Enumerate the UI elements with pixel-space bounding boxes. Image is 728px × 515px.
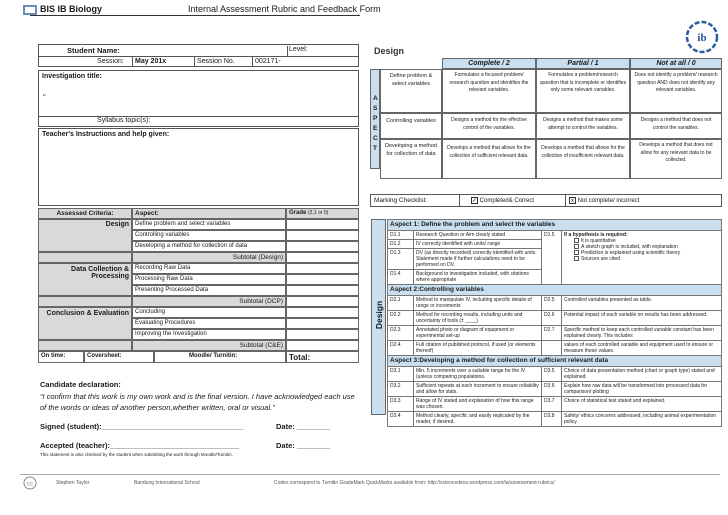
checkbox-icon[interactable] bbox=[574, 238, 579, 243]
code-cell: D1.2 bbox=[388, 240, 414, 249]
grade-label: Grade bbox=[289, 210, 307, 216]
aspect3-heading: Aspect 3:Developing a method for collection of sufficient relevant data bbox=[388, 356, 722, 367]
subtotal-dcp-cell[interactable] bbox=[286, 296, 359, 307]
checklist-item[interactable]: DV (as directly recorded) correctly identified with units. Statement made if further calculations need to be performed on DV. bbox=[414, 249, 542, 270]
dcp-aspect-2: Processing Raw Data bbox=[132, 274, 286, 285]
footer-codes[interactable]: Codes correspond to Turnitin GradeMark QuickMarks available from: http://sciencedeos.wordpress.com/ia/assessment-rubrics/ bbox=[274, 480, 555, 486]
total-label[interactable]: Total: bbox=[286, 351, 359, 363]
design-heading: Design bbox=[374, 46, 405, 56]
dcp-label: Data Collection & Processing bbox=[38, 263, 132, 296]
checklist-item[interactable]: Full citation of published protocol, if used (or elements thereof) bbox=[414, 341, 542, 356]
subtotal-dcp-label: Subtotal (DCP) bbox=[132, 296, 286, 307]
rubric-complete-2: Designs a method for the effective control of the variables. bbox=[442, 113, 536, 139]
session-no-label: Session No. bbox=[197, 58, 235, 65]
date-student[interactable]: Date: ________ bbox=[276, 422, 331, 431]
declaration-note: This statement is also checked by the student when submitting the work through Moodle/Turnitin. bbox=[40, 452, 233, 457]
checklist-item[interactable]: IV correctly identified with units/ range bbox=[414, 240, 542, 249]
code-cell: D2.5 bbox=[542, 296, 562, 311]
student-name-label: Student Name: bbox=[67, 46, 120, 55]
design-aspect-3: Developing a method for collection of data bbox=[132, 241, 286, 252]
date-teacher[interactable]: Date: ________ bbox=[276, 441, 331, 450]
code-cell: D1.1 bbox=[388, 231, 414, 240]
declaration-text: “I confirm that this work is my own work and is the final version. I have acknowledged each use of the words or ideas of another person,whether written, oral or visual.” bbox=[40, 392, 355, 412]
grade-cell[interactable] bbox=[286, 230, 359, 241]
grade-cell[interactable] bbox=[286, 263, 359, 274]
hypothesis-item: Sources are cited bbox=[581, 256, 620, 262]
checkbox-icon[interactable] bbox=[574, 244, 579, 249]
subtotal-ce-cell[interactable] bbox=[286, 340, 359, 351]
aspect-label: Aspect: bbox=[132, 208, 286, 219]
rubric-aspect-1: Define problem & select variables bbox=[380, 69, 442, 113]
grade-cell[interactable] bbox=[286, 307, 359, 318]
rubric-partial-1: Formulates a problem/research question that is incomplete or identifies only some relevant variables. bbox=[536, 69, 630, 113]
aspect-side-letters: ASPECT bbox=[370, 69, 380, 169]
checklist-item[interactable]: Research Question or Aim clearly stated bbox=[414, 231, 542, 240]
code-cell: D2.3 bbox=[388, 326, 414, 341]
footer-school: Bandung International School bbox=[134, 480, 200, 486]
checklist-item[interactable]: Annotated photo or diagram of equipment or experimental set-up bbox=[414, 326, 542, 341]
grade-cell[interactable] bbox=[286, 274, 359, 285]
rubric-partial-3: Develops a method that allows for the collection of insufficient relevant data. bbox=[536, 139, 630, 179]
completed-label: Completed& Correct bbox=[479, 198, 535, 205]
checkbox-icon[interactable] bbox=[574, 250, 579, 255]
rubric-none-2: Designs a method that does not control the variables. bbox=[630, 113, 722, 139]
code-cell: D2.7 bbox=[542, 326, 562, 341]
code-cell: D3.1 bbox=[388, 367, 414, 382]
checklist-item[interactable]: Range of IV stated and explanation of how this range was chosen. bbox=[414, 397, 542, 412]
criteria-table bbox=[38, 208, 359, 363]
hypothesis-item: Prediction is explained using scientific theory bbox=[581, 250, 681, 256]
checklist-item[interactable]: Controlled variables presented as table. bbox=[562, 296, 722, 311]
code-cell: D2.1 bbox=[388, 296, 414, 311]
declaration-label: Candidate declaration: bbox=[40, 380, 121, 389]
ce-label: Conclusion & Evaluation bbox=[38, 307, 132, 340]
checklist-item[interactable]: Choice of statistical test stated and explained. bbox=[562, 397, 722, 412]
checklist-item[interactable]: Safety/ ethics concerns addressed, including animal experimentation policy. bbox=[562, 412, 722, 427]
cross-icon: x bbox=[571, 198, 574, 204]
rubric-complete-1: Formulates a focused problem/ research question and identifies the relevant variables. bbox=[442, 69, 536, 113]
cc-icon bbox=[22, 476, 38, 490]
accepted-teacher[interactable]: Accepted (teacher):_______________________________ bbox=[40, 441, 240, 450]
code-cell: D1.3 bbox=[388, 249, 414, 270]
footer-author: Stephen Taylor bbox=[56, 480, 90, 486]
subtotal-design-cell[interactable] bbox=[286, 252, 359, 263]
marking-checklist bbox=[370, 194, 722, 207]
header-title: BIS IB Biology bbox=[40, 4, 103, 14]
checklist-item[interactable]: Method for recording results, including units and uncertainty of tools (± ____) bbox=[414, 311, 542, 326]
hypothesis-list[interactable] bbox=[562, 231, 722, 285]
teacher-instructions[interactable] bbox=[38, 128, 359, 206]
session-value[interactable]: May 201x bbox=[135, 58, 167, 65]
checklist-item[interactable]: Choice of data presentation method (chart or graph type) stated and explained. bbox=[562, 367, 722, 382]
hypothesis-title: If a hypothesis is required: bbox=[564, 232, 628, 238]
ce-aspect-2: Evaluating Procedures bbox=[132, 318, 286, 329]
footer-rule bbox=[20, 474, 720, 475]
code-cell: D3.2 bbox=[388, 382, 414, 397]
code-cell: D2.6 bbox=[542, 311, 562, 326]
syllabus-label: Syllabus topic(s): bbox=[97, 117, 151, 124]
col-partial: Partial / 1 bbox=[536, 58, 630, 69]
dcp-aspect-3: Presenting Processed Data bbox=[132, 285, 286, 296]
col-none: Not at all / 0 bbox=[630, 58, 722, 69]
aspect2-heading: Aspect 2:Controlling variables bbox=[388, 285, 722, 296]
investigation-title-label: Investigation title: bbox=[42, 73, 102, 80]
grade-cell[interactable] bbox=[286, 219, 359, 230]
dcp-aspect-1: Recording Raw Data bbox=[132, 263, 286, 274]
code-cell: D2.4 bbox=[388, 341, 414, 356]
hypothesis-item: It is quantitative bbox=[581, 238, 616, 244]
ib-logo-icon bbox=[685, 20, 719, 54]
ce-aspect-1: Concluding bbox=[132, 307, 286, 318]
checklist-table bbox=[387, 219, 722, 427]
level-label: Level: bbox=[289, 46, 308, 53]
aspect1-heading: Aspect 1: Define the problem and select the variables bbox=[388, 220, 722, 231]
not-complete-label: Not complete/ incorrect bbox=[577, 198, 640, 205]
code-cell: D3.8 bbox=[542, 412, 562, 427]
rubric-complete-3: Develops a method that allows for the collection of sufficient relevant data. bbox=[442, 139, 536, 179]
form-title: Internal Assessment Rubric and Feedback Form bbox=[188, 4, 381, 14]
design-rubric bbox=[370, 58, 722, 179]
code-cell: D3.3 bbox=[388, 397, 414, 412]
coversheet-label[interactable]: Coversheet: bbox=[84, 351, 154, 363]
teacher-label: Teacher's Instructions and help given: bbox=[42, 131, 170, 138]
code-cell: D3.7 bbox=[542, 397, 562, 412]
on-time-label[interactable]: On time: bbox=[38, 351, 84, 363]
code-cell: D1.5 bbox=[542, 231, 562, 285]
code-cell: D3.4 bbox=[388, 412, 414, 427]
design-label: Design bbox=[38, 219, 132, 252]
svg-text:ib: ib bbox=[697, 32, 707, 44]
code-cell bbox=[542, 341, 562, 356]
investigation-block bbox=[38, 70, 359, 127]
checklist-item[interactable]: Min. 5 increments over a suitable range for the IV (unless comparing populations. bbox=[414, 367, 542, 382]
design-aspect-2: Controlling variables bbox=[132, 230, 286, 241]
checklist-item[interactable]: Method clearly, specific and easily replicated by the reader, if desired. bbox=[414, 412, 542, 427]
checkbox-icon[interactable] bbox=[574, 256, 579, 261]
code-cell: D3.6 bbox=[542, 382, 562, 397]
grade-cell[interactable] bbox=[286, 241, 359, 252]
checklist-item[interactable]: Potential impact of each variable on results has been addressed. bbox=[562, 311, 722, 326]
checklist-item[interactable]: Explain how raw data will be transformed into processed data for comparison/ plotting bbox=[562, 382, 722, 397]
rubric-aspect-2: Controlling variables bbox=[380, 113, 442, 139]
code-cell: D3.5 bbox=[542, 367, 562, 382]
signed-student[interactable]: Signed (student):__________________________________ bbox=[40, 422, 244, 431]
checklist-side bbox=[371, 219, 386, 415]
grade-cell[interactable] bbox=[286, 285, 359, 296]
grade-cell[interactable] bbox=[286, 329, 359, 340]
session-label: Session: bbox=[97, 58, 124, 65]
session-no-value[interactable]: 002171- bbox=[255, 58, 281, 65]
checklist-item[interactable]: values of each controlled variable and equipment used to ensure or measure these values. bbox=[562, 341, 722, 356]
grade-cell[interactable] bbox=[286, 318, 359, 329]
student-info bbox=[38, 44, 359, 67]
checklist-item[interactable]: Sufficient repeats at each increment to ensure reliability and allow for stats. bbox=[414, 382, 542, 397]
marking-label: Marking Checklist: bbox=[374, 197, 428, 204]
investigation-quote[interactable]: “ bbox=[43, 93, 46, 102]
subtotal-ce-label: Subtotal (C&E) bbox=[132, 340, 286, 351]
moodle-label[interactable]: Moodle/ Turnitin: bbox=[154, 351, 286, 363]
checklist-item[interactable]: Method to manipulate IV, including specific details of range or increments bbox=[414, 296, 542, 311]
rubric-partial-2: Designs a method that makes some attempt to control the variables. bbox=[536, 113, 630, 139]
code-cell: D1.4 bbox=[388, 270, 414, 285]
checklist-item[interactable]: Specific method to keep each controlled variable constant has been explained clearly. This includes bbox=[562, 326, 722, 341]
col-complete: Complete / 2 bbox=[442, 58, 536, 69]
check-icon: ✓ bbox=[472, 198, 478, 204]
subtotal-design-label: Subtotal (Design) bbox=[132, 252, 286, 263]
rubric-none-1: Does not identify a problem/ research question AND does not identify any relevant variables. bbox=[630, 69, 722, 113]
assessed-criteria-label: Assessed Criteria: bbox=[38, 208, 132, 219]
code-cell: D2.2 bbox=[388, 311, 414, 326]
rubric-aspect-3: Developing a method for collection of data bbox=[380, 139, 442, 179]
rubric-none-3: Develops a method that does not allow for any relevant data to be collected. bbox=[630, 139, 722, 179]
hypothesis-item: A sketch graph is included, with explanation bbox=[581, 244, 678, 250]
ce-aspect-3: Improving the Investigation bbox=[132, 329, 286, 340]
checklist-side-label: Design bbox=[374, 300, 384, 330]
header-rule bbox=[30, 15, 360, 16]
svg-text:cc: cc bbox=[27, 481, 33, 488]
design-aspect-1: Define problem and select variables bbox=[132, 219, 286, 230]
checklist-item[interactable]: Background to investigation included, with citations where appropriate bbox=[414, 270, 542, 285]
grade-sub: (2,1 or 0) bbox=[308, 210, 329, 216]
